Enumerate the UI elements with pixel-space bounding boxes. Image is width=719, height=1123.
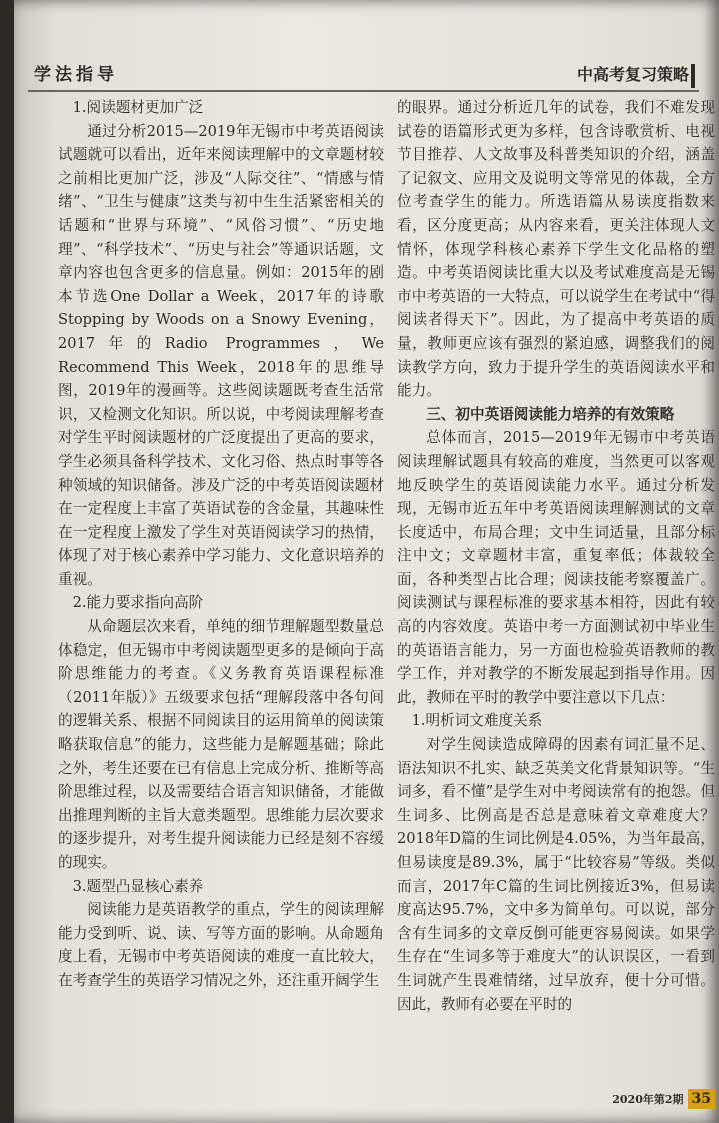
subheading: 3.题型凸显核心素养 (72, 877, 204, 895)
page-number: 35 (688, 1089, 715, 1109)
issue-label: 2020年第2期 (612, 1093, 684, 1106)
page-footer (612, 1089, 715, 1109)
subheading: 2.能力要求指向高阶 (72, 594, 204, 612)
paragraph: 的眼界。通过分析近几年的试卷，我们不难发现试卷的语篇形式更为多样，包含诗歌赏析、电视节目推荐、人文故事及科普类知识的介绍，涵盖了记叙文、应用文及说明文等常见的体裁，全方位考查学生的能力。所选语篇从易读度指数来看，区分度更高；从内容来看，更关注体现人文情怀，体现学科核心素养下学生文化品格的塑造。中考英语阅读比重大以及考试难度高是无锡市中考英语的一大特点，可以说学生在考试中“得阅读者得天下”。因此，为了提高中考英语的质量，教师更应该有强烈的紧迫感，调整我们的阅读教学方向，致力于提升学生的英语阅读水平和能力。 (397, 99, 715, 400)
paragraph: 总体而言，2015—2019年无锡市中考英语阅读理解试题具有较高的难度，当然更可以客观地反映学生的英语阅读能力水平。通过分析发现，无锡市近五年中考英语阅读理解测试的文章长度适中，布局合理；文中生词适量，且部分标注中文；文章题材丰富，重复率低；体裁较全面，各种类型占比合理；阅读技能考察覆盖广。阅读测试与课程标准的要求基本相符，因此有较高的内容效度。英语中考一方面测试初中毕业生的英语语言能力，另一方面也检验英语教师的教学工作，并对教学的不断发展起到指导作用。因此，教师在平时的教学中要注意以下几点： (397, 429, 715, 706)
header-bar (691, 64, 695, 88)
column-title: 中高考复习策略 (576, 65, 689, 84)
section-heading: 三、初中英语阅读能力培养的有效策略 (426, 405, 675, 423)
paragraph: 阅读能力是英语教学的重点，学生的阅读理解能力受到听、说、读、写等方面的影响。从命题角度上看，无锡市中考英语阅读的难度一直比较大，在考查学生的英语学习情况之外，还注重开阔学生 (58, 901, 384, 989)
header-rule (28, 90, 699, 92)
paragraph: 从命题层次来看，单纯的细节理解题型数量总体稳定，但无锡市中考阅读题型更多的是倾向于高阶思维能力的考查。《义务教育英语课程标准（2011年版）》五级要求包括“理解段落中各句间的逻辑关系、根据不同阅读目的运用简单的阅读策略获取信息”的能力，这些能力是解题基础；除此之外，考生还要在已有信息上完成分析、推断等高阶思维过程，以及需要结合语言知识储备，才能做出推理判断的主旨大意类题型。思维能力层次要求的逐步提升，对考生提升阅读能力已经是刻不容缓的现实。 (58, 618, 384, 871)
section-label: 学法指导 (34, 65, 118, 85)
right-column (397, 96, 715, 1016)
magazine-page (14, 0, 719, 1123)
paragraph: 通过分析2015—2019年无锡市中考英语阅读试题就可以看出，近年来阅读理解中的文章题材较之前相比更加广泛，涉及“人际交往”、“情感与情绪”、“卫生与健康”这类与初中生生活紧密相关的话题和“世界与环境”、“风俗习惯”、“历史地理”、“科学技术”、“历史与社会”等通识话题，文章内容也包含更多的信息量。例如：2015年的剧本节选One Dollar a Week，2017年的诗歌Stopping by Woods on a Snowy Evening，2017年的Radio Programmes，We Recommend This Week，2018年的思维导图，2019年的漫画等。这些阅读题既考查生活常识，又检测文化知识。所以说，中考阅读理解考查对学生平时阅读题材的广泛度提出了更高的要求，学生必须具备科学技术、文化习俗、热点时事等各种领域的知识储备。涉及广泛的中考英语阅读题材在一定程度上丰富了英语试卷的含金量，其趣味性在一定程度上激发了学生对英语阅读学习的热情，体现了对于核心素养中学习能力、文化意识培养的重视。 (58, 122, 384, 588)
left-column (58, 96, 384, 993)
paragraph: 对学生阅读造成障碍的因素有词汇量不足、语法知识不扎实、缺乏英美文化背景知识等。“生词多，看不懂”是学生对中考阅读常有的抱怨。但生词多、比例高是否总是意味着文章难度大？2018年D篇的生词比例是4.05%，为当年最高，但易读度是89.3%，属于“比较容易”等级。类似而言，2017年C篇的生词比例接近3%，但易读度高达95.7%，文中多为简单句。可以说，部分含有生词多的文章反倒可能更容易阅读。如果学生存在“生词多等于难度大”的认识误区，一看到生词就产生畏难情绪，过早放弃，便十分可惜。因此，教师有必要在平时的 (397, 736, 715, 1013)
subheading: 1.明析词文难度关系 (411, 712, 543, 730)
subheading: 1.阅读题材更加广泛 (72, 99, 204, 116)
